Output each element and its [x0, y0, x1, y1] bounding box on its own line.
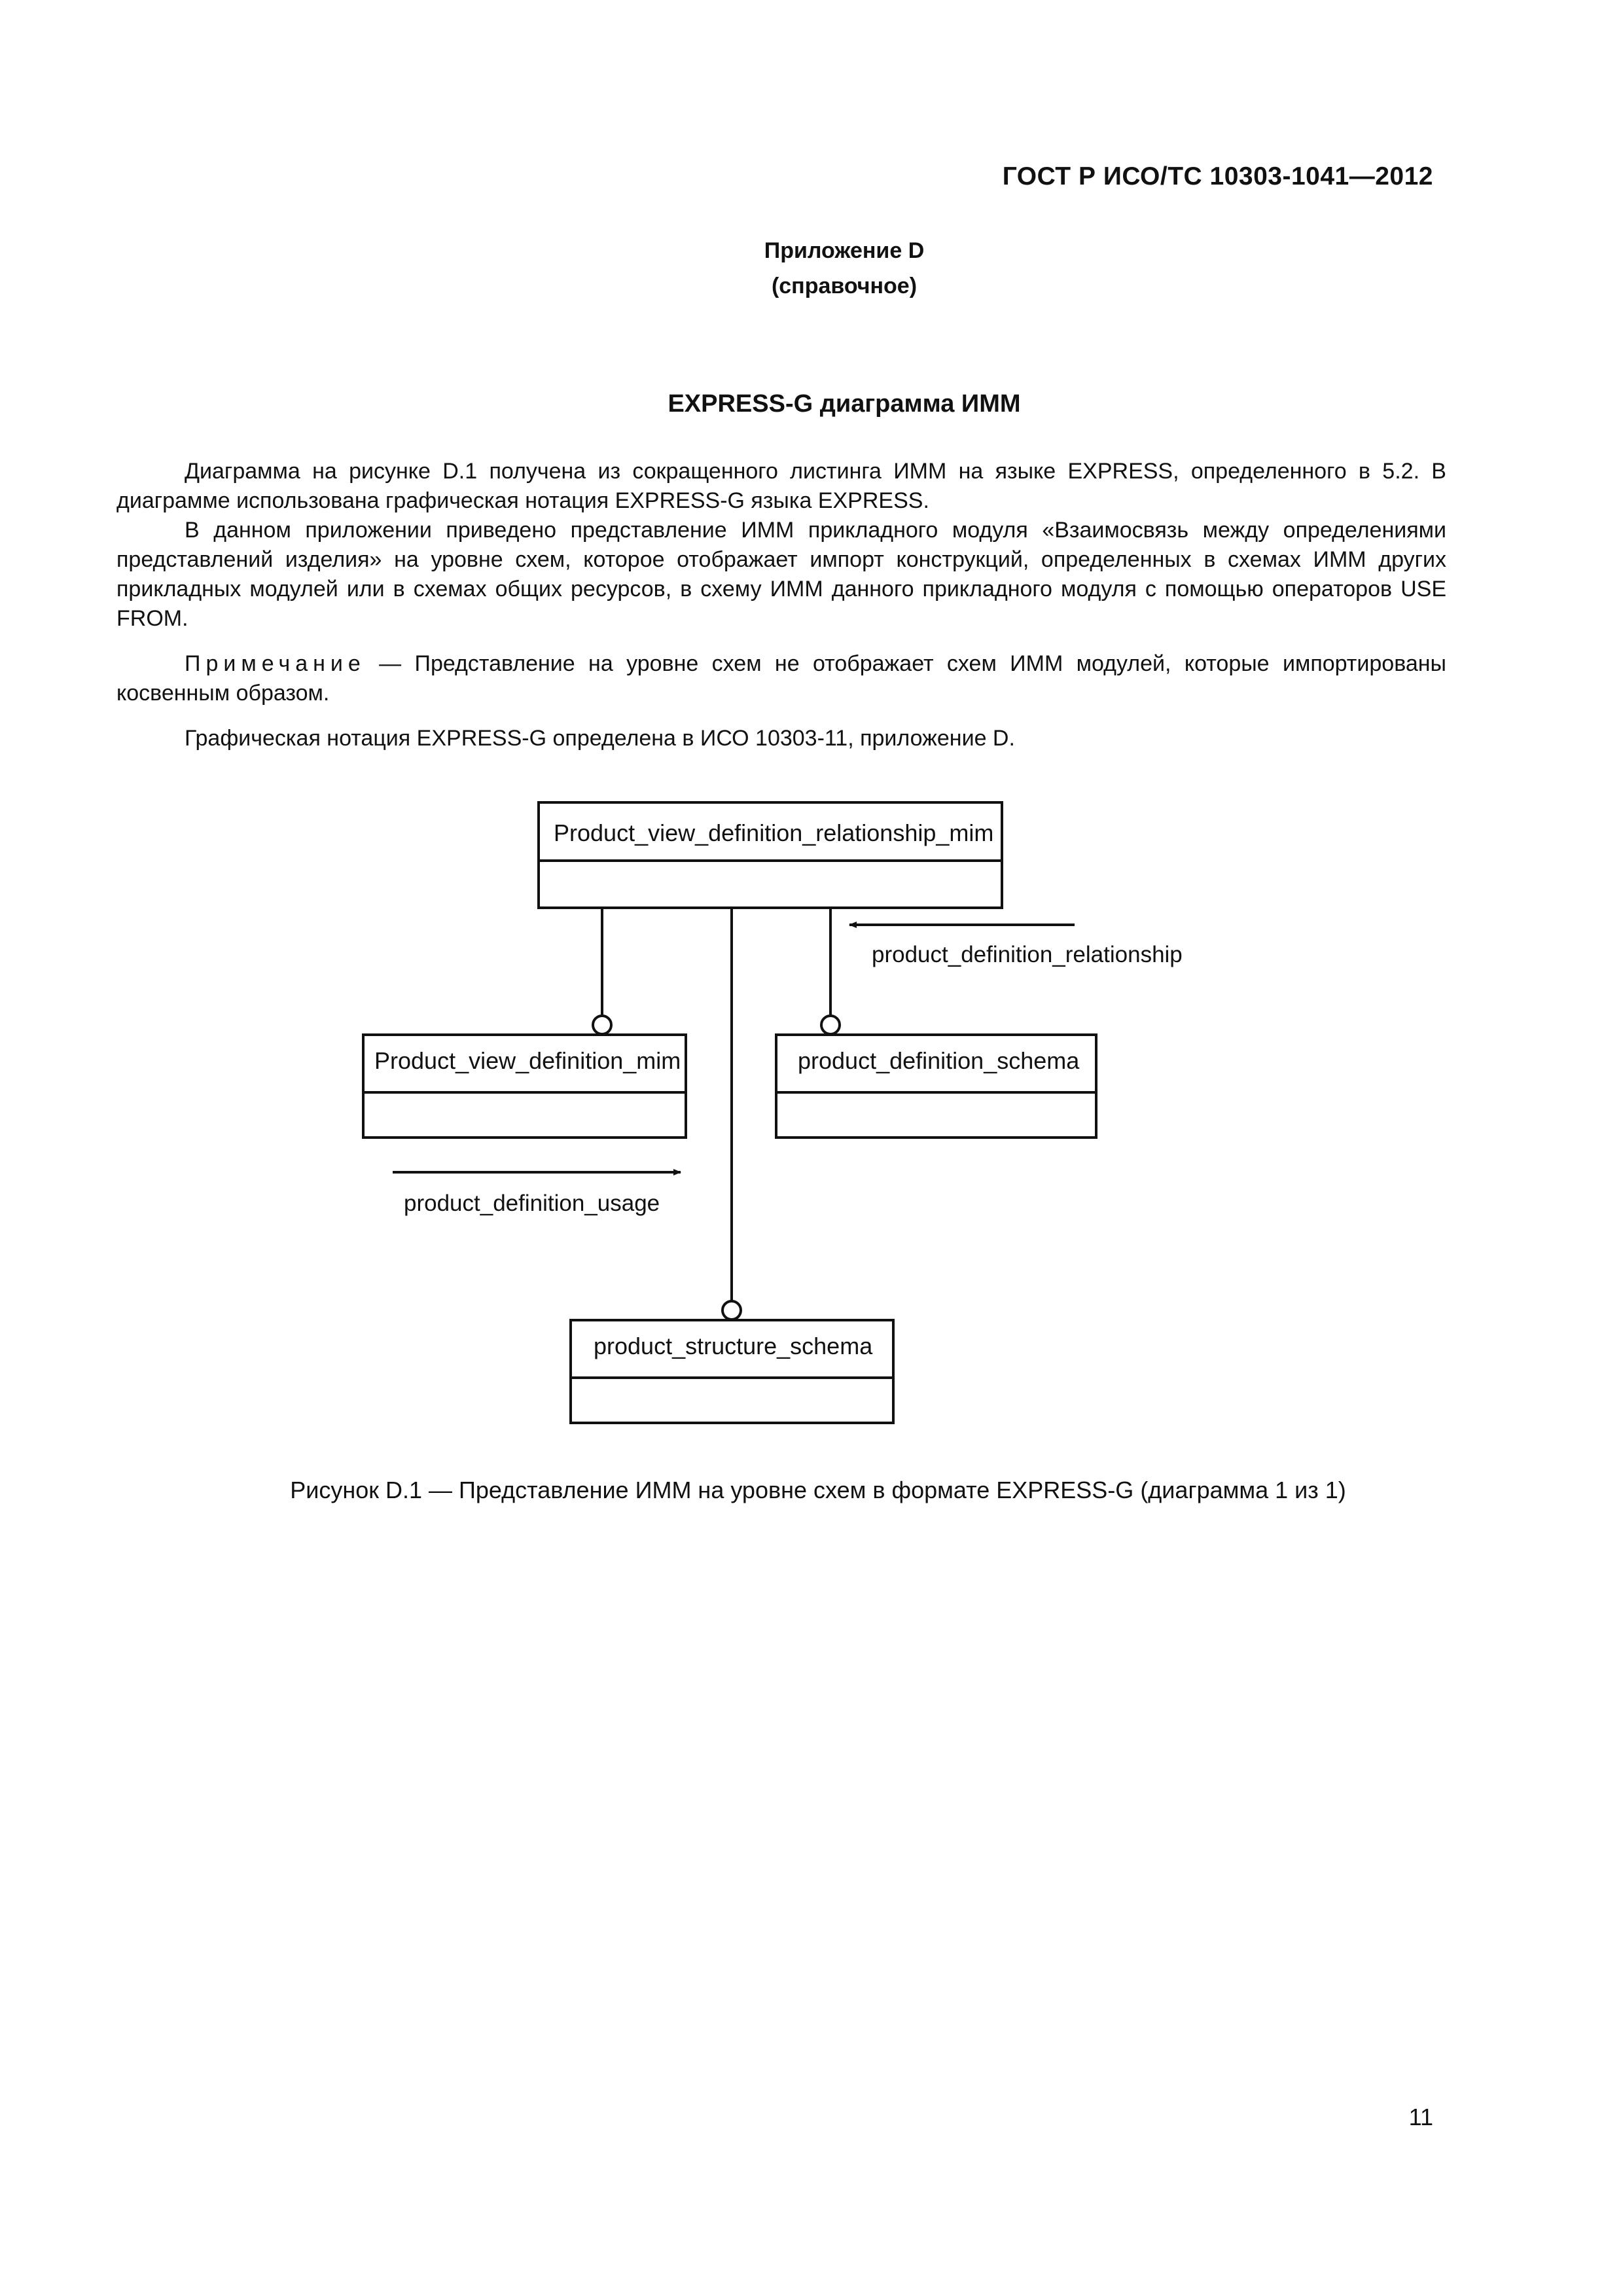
- relation-label-relationship: product_definition_relationship: [872, 942, 1183, 967]
- note-text: — Представление на уровне схем не отображает схем ИММ модулей, которые импортированы косвенным образом.: [116, 651, 1446, 706]
- standard-identifier: ГОСТ Р ИСО/ТС 10303-1041—2012: [1002, 162, 1433, 190]
- box-structure-schema-label: product_structure_schema: [594, 1333, 873, 1359]
- figure-caption: Рисунок D.1 — Представление ИММ на уровне схем в формате EXPRESS-G (диаграмма 1 из 1): [290, 1477, 1346, 1503]
- annex-status: (справочное): [771, 274, 918, 298]
- page-number: 11: [1408, 2104, 1433, 2130]
- paragraph-4-text: Графическая нотация EXPRESS-G определена в ИСО 10303-11, приложение D.: [185, 726, 1015, 751]
- paragraph-1-text: Диаграмма на рисунке D.1 получена из сокращенного листинга ИММ на языке EXPRESS, определенного в 5.2. В диаграмме использована графическая нотация EXPRESS-G языка EXPRESS.: [116, 459, 1446, 513]
- connector-circle-definition-schema: [821, 1016, 840, 1034]
- box-main-label: Product_view_definition_relationship_mim: [554, 819, 994, 846]
- annex-title: Приложение D: [764, 238, 925, 263]
- note-label: Примечание: [185, 651, 366, 676]
- box-main: [539, 802, 1002, 908]
- relation-label-usage: product_definition_usage: [404, 1191, 660, 1216]
- connector-circle-view-definition: [593, 1016, 611, 1034]
- section-heading: EXPRESS-G диаграмма ИММ: [668, 390, 1021, 418]
- connector-circle-structure-schema: [722, 1301, 741, 1319]
- paragraph-2-text: В данном приложении приведено представление ИММ прикладного модуля «Взаимосвязь между определениями представлений изделия» на уровне схем, которое отображает импорт конструкций, определенных в схемах ИММ других прикладных модулей или в схемах общих ресурсов, в схему ИММ данного прикладного модуля с помощью операторов USE FROM.: [116, 518, 1446, 631]
- box-view-definition-label: Product_view_definition_mim: [374, 1047, 681, 1074]
- box-definition-schema-label: product_definition_schema: [798, 1047, 1080, 1074]
